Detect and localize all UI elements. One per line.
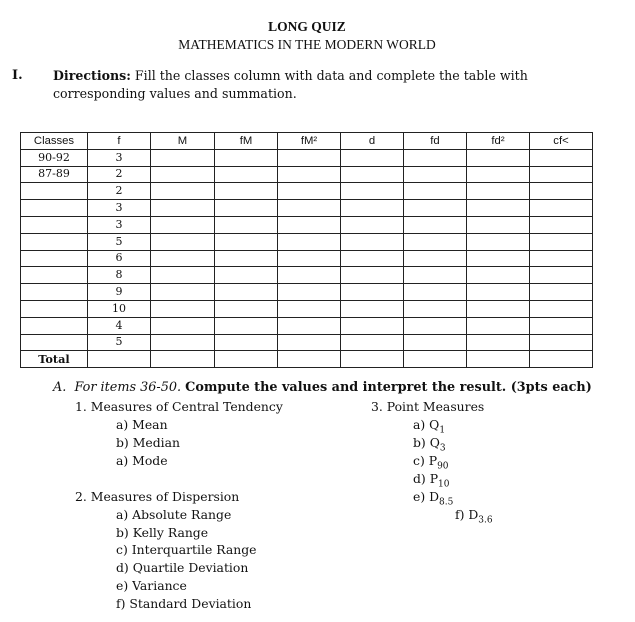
directions-text-1: Fill the classes column with data and complete the table with — [130, 68, 528, 83]
empty-cell — [341, 267, 404, 284]
empty-cell — [341, 149, 404, 166]
empty-cell — [341, 317, 404, 334]
empty-cell — [404, 317, 467, 334]
table-row — [21, 216, 593, 233]
class-cell — [21, 250, 88, 267]
empty-cell — [278, 183, 341, 200]
frequency-cell: 8 — [88, 267, 151, 284]
empty-cell — [530, 149, 593, 166]
table-row — [21, 300, 593, 317]
empty-cell — [151, 200, 215, 217]
empty-cell — [278, 267, 341, 284]
empty-cell — [151, 250, 215, 267]
table-row — [21, 166, 593, 183]
empty-cell — [404, 300, 467, 317]
empty-cell — [530, 200, 593, 217]
group2-item: f) Standard Deviation — [116, 596, 252, 611]
group2-item: c) Interquartile Range — [116, 542, 257, 557]
empty-cell — [341, 183, 404, 200]
group2-item: b) Kelly Range — [116, 525, 209, 540]
quiz-subtitle: MATHEMATICS IN THE MODERN WORLD — [178, 37, 436, 52]
header-cf: cf< — [530, 133, 593, 150]
directions-label: Directions: — [53, 68, 131, 83]
empty-cell — [151, 334, 215, 351]
empty-cell — [278, 149, 341, 166]
empty-cell — [467, 233, 530, 250]
group3-item: b) $Q_3$ — [413, 435, 446, 454]
empty-cell — [215, 149, 278, 166]
empty-cell — [467, 200, 530, 217]
empty-cell — [404, 284, 467, 301]
empty-cell — [215, 166, 278, 183]
table-row — [21, 149, 593, 166]
empty-cell — [278, 250, 341, 267]
empty-cell — [530, 267, 593, 284]
header-fm2: fM² — [278, 133, 341, 150]
empty-cell — [278, 166, 341, 183]
header-d: d — [341, 133, 404, 150]
empty-cell — [467, 284, 530, 301]
empty-cell — [467, 166, 530, 183]
empty-cell — [151, 267, 215, 284]
frequency-cell: 5 — [88, 334, 151, 351]
empty-cell — [151, 233, 215, 250]
frequency-cell: 9 — [88, 284, 151, 301]
table-row — [21, 250, 593, 267]
class-cell — [21, 300, 88, 317]
table-row — [21, 267, 593, 284]
empty-cell — [278, 334, 341, 351]
group1-item: b) Median — [116, 435, 180, 450]
table-row — [21, 200, 593, 217]
group3-item: f) $D_{3.6}$ — [455, 507, 493, 526]
section-number: I. — [12, 68, 23, 83]
empty-cell — [278, 351, 341, 368]
empty-cell — [530, 166, 593, 183]
class-cell — [21, 200, 88, 217]
empty-cell — [88, 351, 151, 368]
empty-cell — [404, 267, 467, 284]
total-label: Total — [21, 351, 88, 368]
group1-item: a) Mode — [116, 453, 168, 468]
empty-cell — [404, 183, 467, 200]
empty-cell — [467, 267, 530, 284]
empty-cell — [215, 200, 278, 217]
group3-item: d) $P_{10}$ — [413, 471, 450, 490]
empty-cell — [341, 233, 404, 250]
header-f: f — [88, 133, 151, 150]
table-row — [21, 183, 593, 200]
empty-cell — [404, 233, 467, 250]
frequency-cell: 6 — [88, 250, 151, 267]
empty-cell — [530, 284, 593, 301]
empty-cell — [215, 300, 278, 317]
empty-cell — [341, 334, 404, 351]
table-row — [21, 233, 593, 250]
group3-item: a) $Q_1$ — [413, 417, 446, 436]
empty-cell — [151, 166, 215, 183]
empty-cell — [530, 351, 593, 368]
empty-cell — [530, 334, 593, 351]
empty-cell — [215, 183, 278, 200]
class-cell — [21, 267, 88, 284]
empty-cell — [151, 351, 215, 368]
directions-line-2: corresponding values and summation. — [53, 86, 297, 101]
empty-cell — [467, 183, 530, 200]
empty-cell — [215, 233, 278, 250]
empty-cell — [467, 351, 530, 368]
frequency-cell: 2 — [88, 166, 151, 183]
empty-cell — [151, 183, 215, 200]
group3-title: 3. Point Measures — [371, 399, 485, 414]
frequency-cell: 3 — [88, 149, 151, 166]
empty-cell — [215, 267, 278, 284]
empty-cell — [467, 317, 530, 334]
frequency-cell: 4 — [88, 317, 151, 334]
group1-item: a) Mean — [116, 417, 168, 432]
quiz-title: LONG QUIZ — [268, 19, 346, 34]
empty-cell — [404, 351, 467, 368]
empty-cell — [530, 250, 593, 267]
frequency-table — [20, 132, 593, 368]
empty-cell — [278, 284, 341, 301]
empty-cell — [341, 200, 404, 217]
part-a-label: A. — [53, 380, 67, 395]
group2-item: d) Quartile Deviation — [116, 560, 249, 575]
empty-cell — [215, 216, 278, 233]
empty-cell — [278, 200, 341, 217]
table-header-row — [21, 133, 593, 150]
empty-cell — [530, 216, 593, 233]
empty-cell — [467, 250, 530, 267]
empty-cell — [341, 351, 404, 368]
total-row — [21, 351, 593, 368]
empty-cell — [151, 149, 215, 166]
empty-cell — [404, 166, 467, 183]
group2-title: 2. Measures of Dispersion — [75, 489, 240, 504]
empty-cell — [404, 334, 467, 351]
empty-cell — [215, 250, 278, 267]
empty-cell — [404, 149, 467, 166]
empty-cell — [467, 334, 530, 351]
frequency-cell: 10 — [88, 300, 151, 317]
table-row — [21, 334, 593, 351]
header-fd: fd — [404, 133, 467, 150]
class-cell — [21, 334, 88, 351]
empty-cell — [467, 300, 530, 317]
part-a-instruction: Compute the values and interpret the result. (3pts each) — [185, 380, 592, 395]
empty-cell — [215, 284, 278, 301]
frequency-cell: 2 — [88, 183, 151, 200]
class-cell — [21, 233, 88, 250]
class-cell — [21, 317, 88, 334]
empty-cell — [278, 216, 341, 233]
empty-cell — [278, 300, 341, 317]
empty-cell — [341, 166, 404, 183]
frequency-cell: 5 — [88, 233, 151, 250]
header-m: M — [151, 133, 215, 150]
table-row — [21, 317, 593, 334]
empty-cell — [467, 149, 530, 166]
empty-cell — [151, 216, 215, 233]
empty-cell — [467, 216, 530, 233]
empty-cell — [530, 317, 593, 334]
empty-cell — [215, 317, 278, 334]
class-cell — [21, 183, 88, 200]
empty-cell — [404, 250, 467, 267]
group2-item: a) Absolute Range — [116, 507, 232, 522]
empty-cell — [215, 351, 278, 368]
empty-cell — [341, 216, 404, 233]
header-fd2: fd² — [467, 133, 530, 150]
group1-title: 1. Measures of Central Tendency — [75, 399, 283, 414]
class-cell: 90-92 — [21, 149, 88, 166]
empty-cell — [151, 300, 215, 317]
empty-cell — [530, 300, 593, 317]
empty-cell — [278, 233, 341, 250]
empty-cell — [278, 317, 341, 334]
group3-item: c) $P_{90}$ — [413, 453, 449, 472]
header-classes: Classes — [21, 133, 88, 150]
frequency-cell: 3 — [88, 216, 151, 233]
class-cell: 87-89 — [21, 166, 88, 183]
empty-cell — [404, 200, 467, 217]
group3-item: e) $D_{8.5}$ — [413, 489, 454, 508]
directions-line-1 — [53, 68, 528, 83]
empty-cell — [215, 334, 278, 351]
empty-cell — [151, 284, 215, 301]
frequency-cell: 3 — [88, 200, 151, 217]
table-row — [21, 284, 593, 301]
empty-cell — [341, 250, 404, 267]
header-fm: fM — [215, 133, 278, 150]
class-cell — [21, 284, 88, 301]
empty-cell — [404, 216, 467, 233]
part-a-intro — [53, 380, 592, 395]
empty-cell — [341, 284, 404, 301]
empty-cell — [530, 233, 593, 250]
empty-cell — [530, 183, 593, 200]
empty-cell — [341, 300, 404, 317]
empty-cell — [151, 317, 215, 334]
group2-item: e) Variance — [116, 578, 187, 593]
class-cell — [21, 216, 88, 233]
part-a-range: For items 36-50. — [74, 380, 182, 395]
